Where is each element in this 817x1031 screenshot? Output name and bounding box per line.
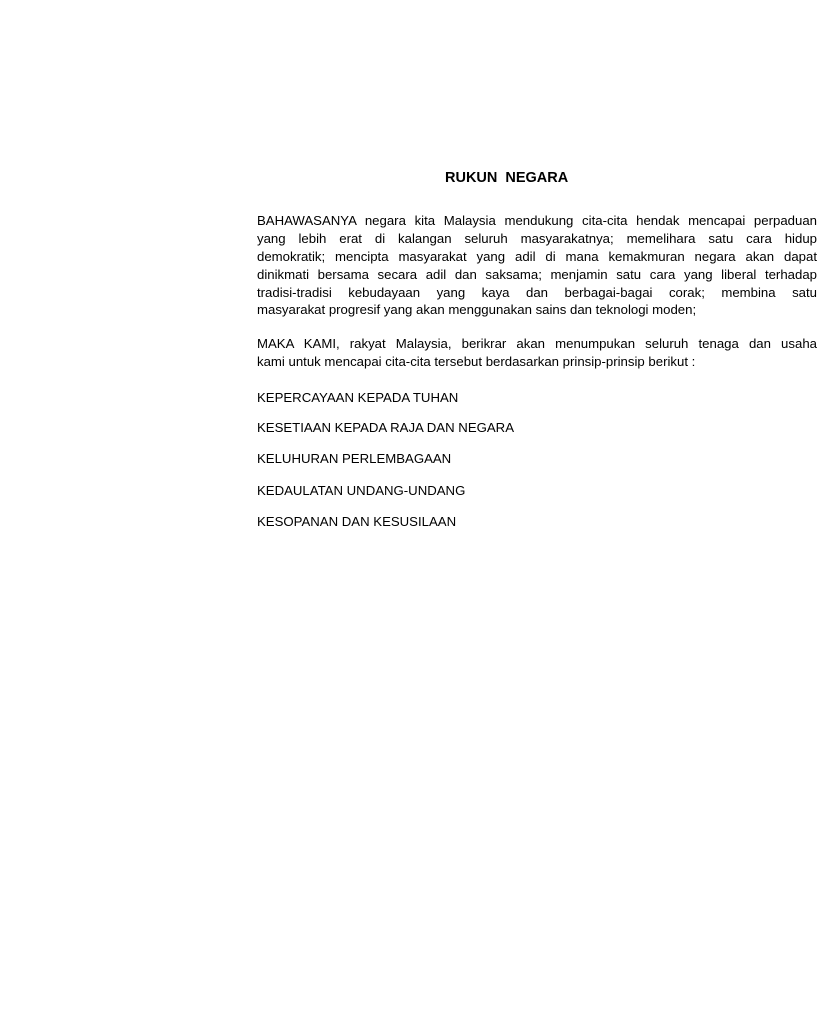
preamble-line: dinikmati bersama secara adil dan saksama; menjamin satu cara yang liberal terhadap [257,267,817,282]
pledge-line: kami untuk mencapai cita-cita tersebut berdasarkan prinsip-prinsip berikut : [257,354,696,369]
principle-item: KESETIAAN KEPADA RAJA DAN NEGARA [257,420,514,435]
pledge-line: MAKA KAMI, rakyat Malaysia, berikrar akan menumpukan seluruh tenaga dan usaha [257,336,817,351]
preamble-line: yang lebih erat di kalangan seluruh masyarakatnya; memelihara satu cara hidup [257,231,817,246]
principle-item: KELUHURAN PERLEMBAGAAN [257,451,452,466]
preamble-line: BAHAWASANYA negara kita Malaysia mendukung cita-cita hendak mencapai perpaduan [257,213,817,228]
principle-item: KEPERCAYAAN KEPADA TUHAN [257,390,459,405]
principle-item: KEDAULATAN UNDANG-UNDANG [257,483,466,498]
preamble-line: demokratik; mencipta masyarakat yang adil di mana kemakmuran negara akan dapat [257,249,817,264]
principle-item: KESOPANAN DAN KESUSILAAN [257,514,457,529]
preamble-line: tradisi-tradisi kebudayaan yang kaya dan berbagai-bagai corak; membina satu [257,285,817,300]
preamble-line: masyarakat progresif yang akan menggunakan sains dan teknologi moden; [257,302,697,317]
page-title: RUKUN NEGARA [445,170,569,186]
